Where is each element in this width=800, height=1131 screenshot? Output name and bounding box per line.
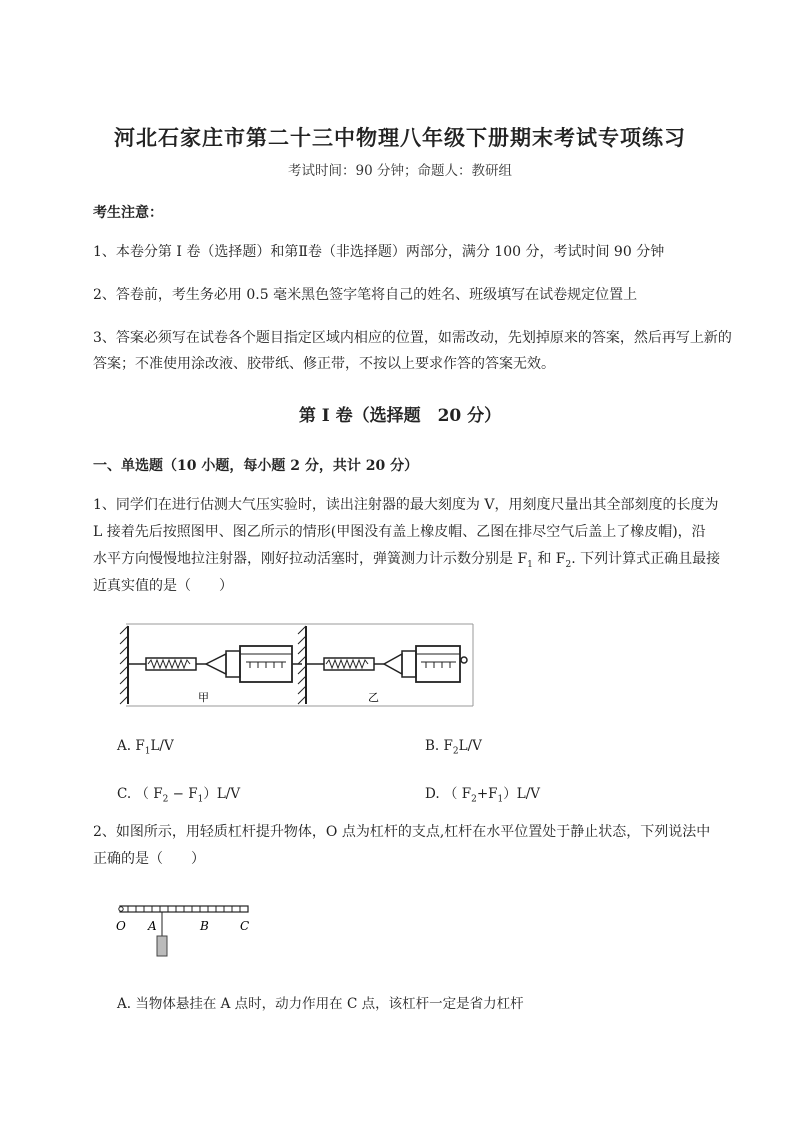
q1-syringe-figure	[118, 618, 478, 714]
fig-label-b: 乙	[368, 691, 379, 704]
rubber-cap	[461, 657, 467, 663]
exam-subtitle: 考试时间：90 分钟；命题人：教研组	[288, 163, 512, 179]
fig-label-a: 甲	[198, 691, 209, 704]
label-b: B	[200, 919, 209, 933]
q2-option-a[interactable]: A. 当物体悬挂在 A 点时，动力作用在 C 点，该杠杆一定是省力杠杆	[117, 996, 524, 1012]
q1-text-line3: 水平方向慢慢地拉注射器，刚好拉动活塞时，弹簧测力计示数分别是 $F_1$ 和 $F_2$. 下列计算式正确且最接	[93, 551, 721, 570]
note-item-3: 3、答案必须写在试卷各个题目指定区域内相应的位置，如需改动，先划掉原来的答案，然后再写上新的答案；不准使用涂改液、胶带纸、修正带，不按以上要求作答的答案无效。	[93, 330, 732, 372]
q2-lever-figure	[112, 898, 257, 960]
q1-text-line4: 近真实值的是（ ）	[93, 578, 233, 594]
q1-option-d[interactable]: D. （ $F_2+F_1)L/V$	[425, 786, 541, 805]
q1-option-b[interactable]: B. $F_2L/V$	[425, 738, 482, 757]
q1-option-a[interactable]: A. $F_1L/V$	[117, 738, 174, 757]
q2-text-line2: 正确的是（ ）	[93, 851, 205, 867]
spring-scale-b	[306, 658, 384, 670]
q1-option-c[interactable]: C. （ $F_2 - F_1)L/V$	[117, 786, 241, 805]
wall-b	[298, 626, 306, 704]
syringe-a	[206, 646, 302, 682]
label-c: C	[240, 919, 250, 933]
q1-text-line2: L 接着先后按照图甲、图乙所示的情形(甲图没有盖上橡皮帽、乙图在排尽空气后盖上了橡皮帽)，沿	[93, 524, 706, 540]
spring-scale-a	[128, 658, 206, 670]
note-item-1: 1、本卷分第 I 卷（选择题）和第Ⅱ卷（非选择题）两部分，满分 100 分，考试时间 90 分钟	[93, 244, 665, 260]
hanging-weight	[157, 936, 167, 956]
part-heading: 一、单选题（10 小题，每小题 2 分，共计 20 分）	[93, 458, 419, 474]
section-title: 第 I 卷（选择题 20 分）	[298, 406, 502, 426]
note-item-2: 2、答卷前，考生务必用 0.5 毫米黑色签字笔将自己的姓名、班级填写在试卷规定位置上	[93, 287, 638, 303]
label-a: A	[148, 919, 157, 933]
q1-text-line1: 1、同学们在进行估测大气压实验时，读出注射器的最大刻度为 V，用刻度尺量出其全部刻度的长度为	[93, 497, 719, 513]
syringe-b	[384, 646, 467, 682]
q2-text-line1: 2、如图所示，用轻质杠杆提升物体，O 点为杠杆的支点,杠杆在水平位置处于静止状态，下列说法中	[93, 824, 711, 840]
pivot-o	[119, 907, 123, 911]
notes-heading: 考生注意：	[93, 205, 163, 221]
exam-title: 河北石家庄市第二十三中物理八年级下册期末考试专项练习	[114, 125, 686, 150]
label-o: O	[116, 919, 126, 933]
wall-a	[120, 626, 128, 704]
